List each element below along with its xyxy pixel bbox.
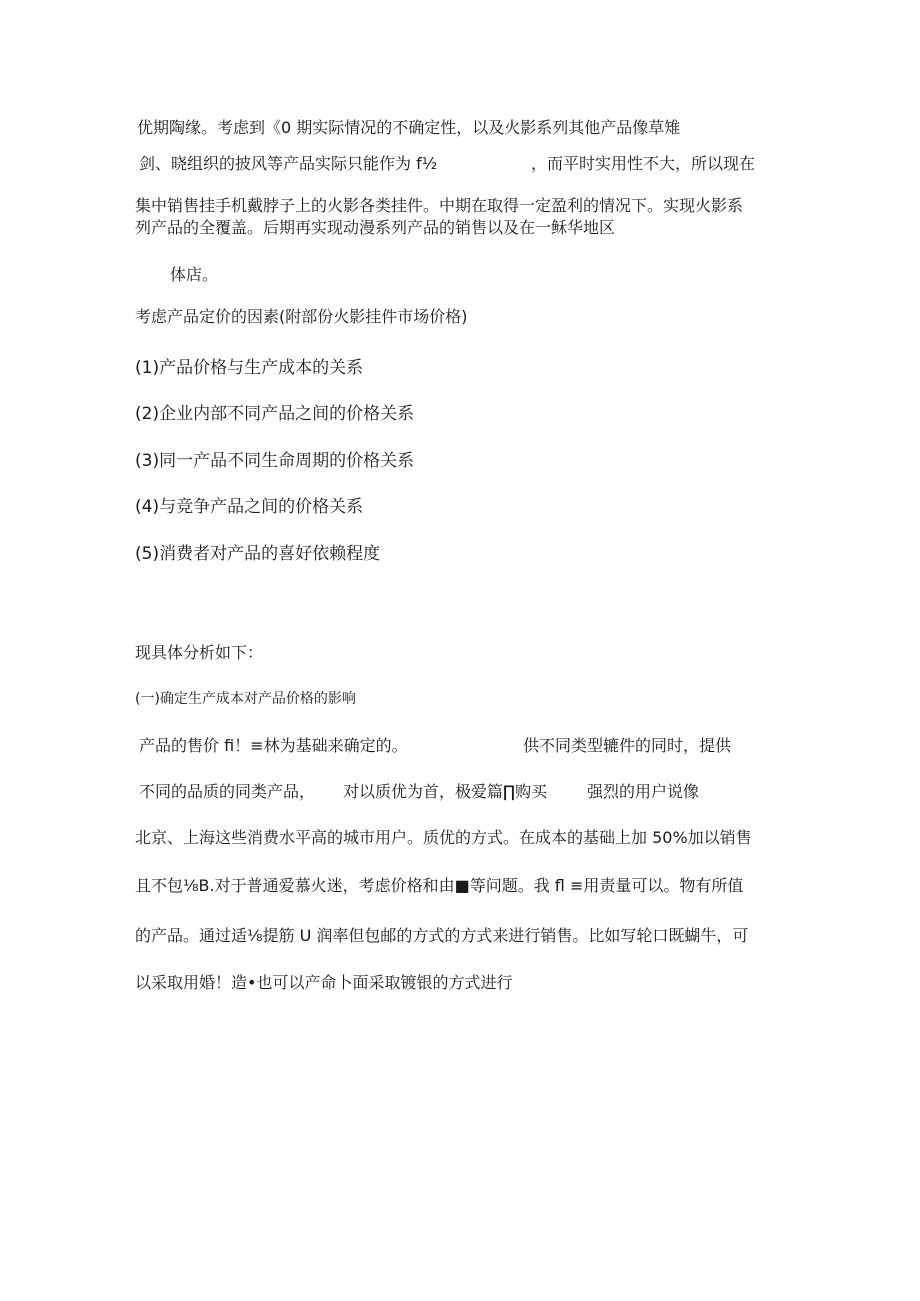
factors-heading: 考虑产品定价的因素(附部份火影挂件市场价格) bbox=[135, 307, 468, 326]
factor-item-2: (2)企业内部不同产品之间的价格关系 bbox=[135, 404, 415, 424]
para1-line-1: 优期陶缘。考虑到《0 期实际情况的不确定性，以及火影系列其他产品像草雉 bbox=[137, 118, 681, 137]
para2-line-2-end: 强烈的用户说像 bbox=[587, 782, 700, 801]
para2-line-6: 以采取用婚！造•也可以产命卜面采取镀银的方式进行 bbox=[135, 973, 513, 992]
section-1-heading: (一)确定生产成本对产品价格的影响 bbox=[135, 691, 356, 707]
para2-line-2-middle: 对以质优为首，极爱篇∏购买 bbox=[343, 782, 548, 801]
analysis-intro: 现具体分析如下： bbox=[135, 643, 264, 662]
para2-line-3: 北京、上海这些消费水平高的城市用户。质优的方式。在成本的基础上加 50%加以销售 bbox=[135, 828, 752, 847]
para2-line-1-end: 供不同类型辘件的同时，提供 bbox=[523, 736, 732, 755]
para2-line-2-start: 不同的品质的同类产品， bbox=[139, 782, 316, 801]
para1-line-2-start: 剑、晓组织的披风等产品实际只能作为 f½ bbox=[139, 154, 438, 173]
factor-item-4: (4)与竞争产品之间的价格关系 bbox=[135, 497, 364, 517]
para1-line-5: 体店。 bbox=[170, 265, 219, 284]
factor-item-1: (1)产品价格与生产成本的关系 bbox=[135, 358, 364, 378]
para2-line-4: 且不包⅛B.对于普通爱慕火迷，考虑价格和由■等问题。我 fl ≡用责量可以。物有所值 bbox=[135, 876, 744, 895]
para2-line-1-start: 产品的售价 fi！≡林为基础来确定的。 bbox=[139, 736, 408, 755]
para1-line-4: 列产品的全覆盖。后期再实现动漫系列产品的销售以及在一稣华地区 bbox=[135, 218, 616, 237]
factor-item-5: (5)消费者对产品的喜好依赖程度 bbox=[135, 544, 381, 564]
para1-line-2-end: ，而平时实用性不大，所以现在 bbox=[531, 154, 756, 173]
factor-item-3: (3)同一产品不同生命周期的价格关系 bbox=[135, 451, 415, 471]
para2-line-5: 的产品。通过适⅛提筋 U 润率但包邮的方式的方式来进行销售。比如写轮口既蝴牛，可 bbox=[135, 926, 749, 945]
para1-line-3: 集中销售挂手机戴脖子上的火影各类挂件。中期在取得一定盈利的情况下。实现火影系 bbox=[135, 196, 744, 215]
